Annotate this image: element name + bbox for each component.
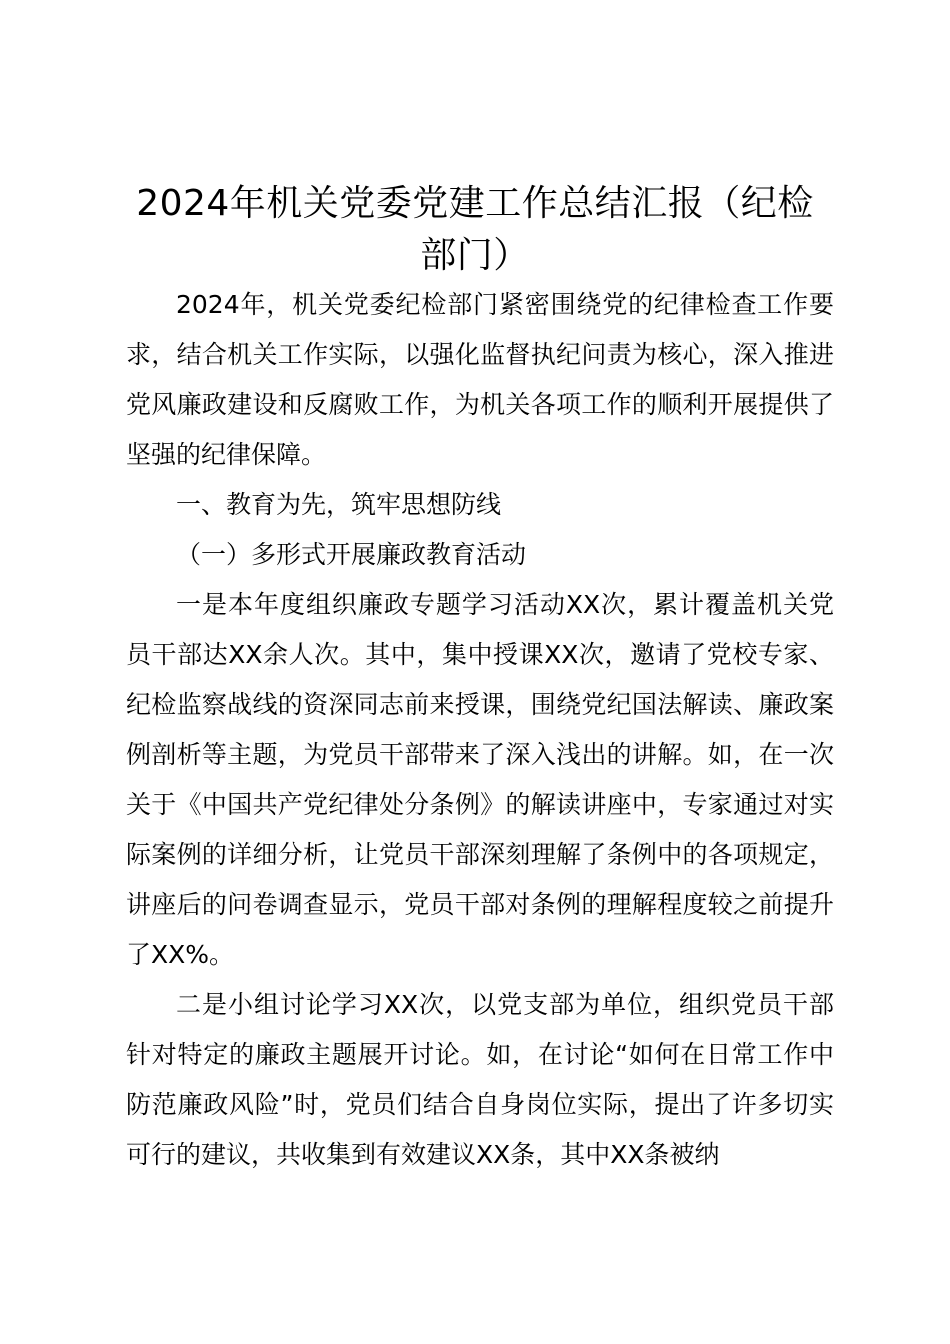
paragraph-item-2: 二是小组讨论学习XX次，以党支部为单位，组织党员干部针对特定的廉政主题展开讨论。如，在讨论“如何在日常工作中防范廉政风险”时，党员们结合自身岗位实际，提出了许多切实可行的建议，共收集到有效建议XX条，其中XX条被纳 (126, 990, 834, 1169)
paragraph-item-1: 一是本年度组织廉政专题学习活动XX次，累计覆盖机关党员干部达XX余人次。其中，集中授课XX次，邀请了党校专家、纪检监察战线的资深同志前来授课，围绕党纪国法解读、廉政案例剖析等主题，为党员干部带来了深入浅出的讲解。如，在一次关于《中国共产党纪律处分条例》的解读讲座中，专家通过对实际案例的详细分析，让党员干部深刻理解了条例中的各项规定，讲座后的问卷调查显示，党员干部对条例的理解程度较之前提升了XX%。 (126, 590, 834, 969)
subsection-heading-1: （一）多形式开展廉政教育活动 (176, 540, 527, 569)
section-heading-1: 一、教育为先，筑牢思想防线 (176, 490, 502, 519)
paragraph-intro: 2024年，机关党委纪检部门紧密围绕党的纪律检查工作要求，结合机关工作实际，以强化监督执纪问责为核心，深入推进党风廉政建设和反腐败工作，为机关各项工作的顺利开展提供了坚强的纪律保障。 (126, 290, 834, 469)
document-title: 2024年机关党委党建工作总结汇报（纪检部门） (136, 183, 814, 276)
document-body (126, 280, 834, 1180)
